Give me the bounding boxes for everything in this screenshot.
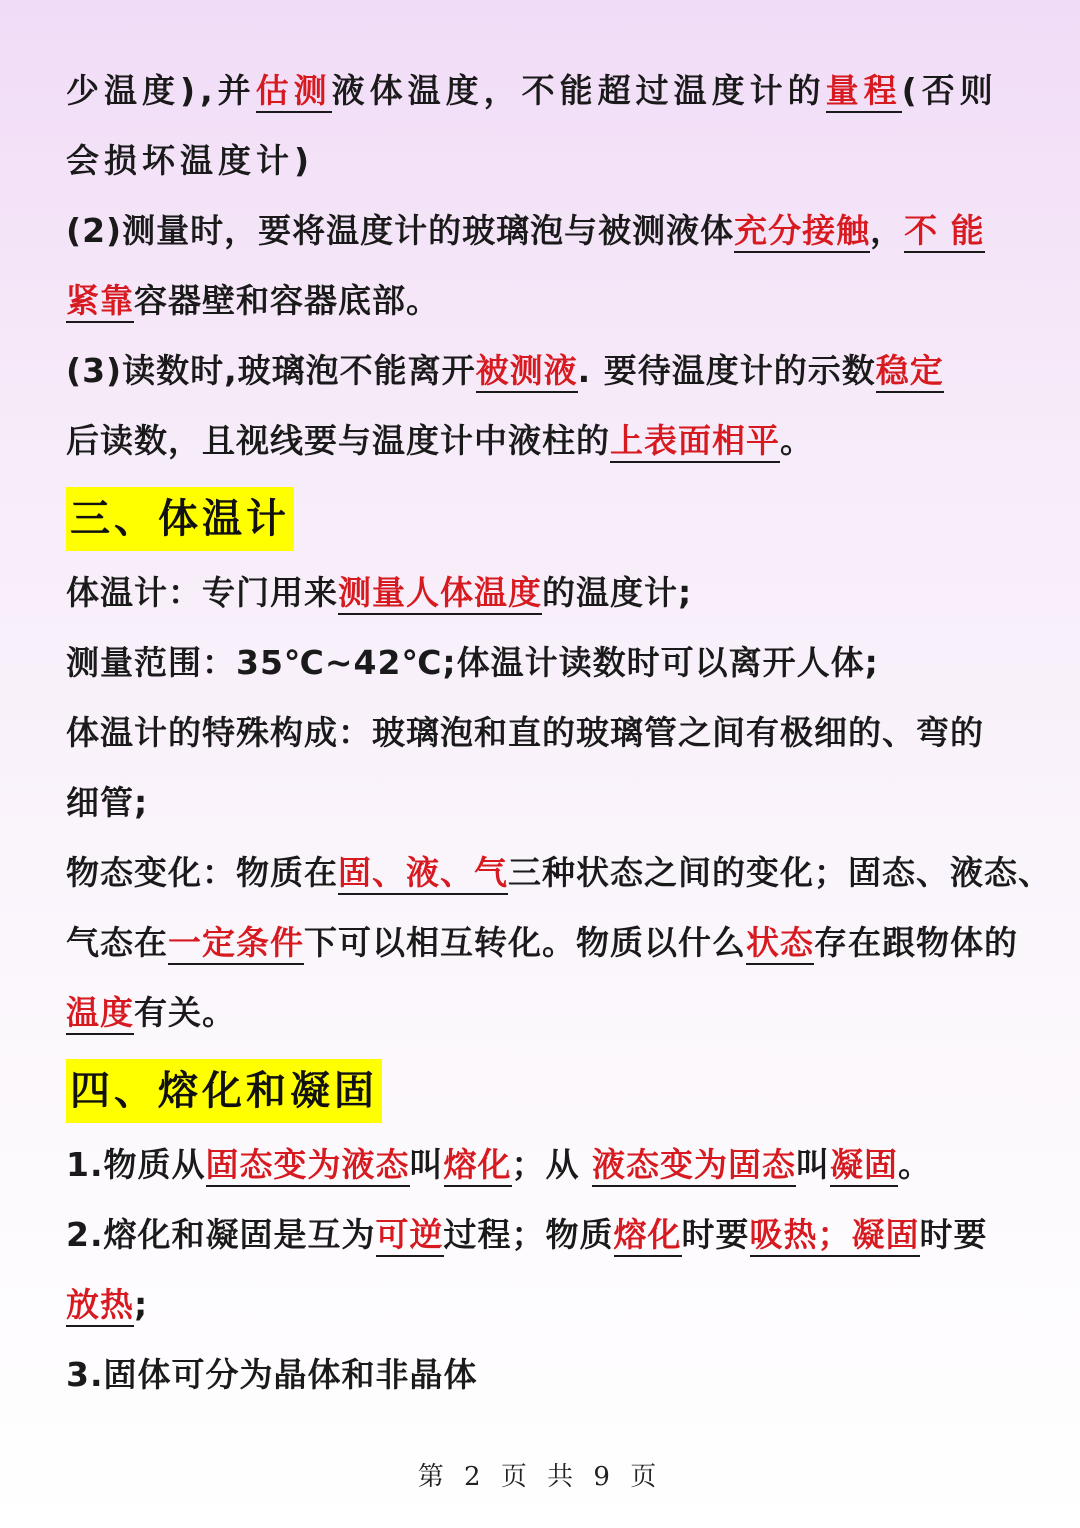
text-segment: 叫 (409, 1145, 444, 1184)
answer-blank: 吸热；凝固 (750, 1215, 920, 1257)
text-line (66, 1130, 1026, 1200)
text-segment: 时要 (681, 1215, 750, 1254)
text-segment: 时要 (919, 1215, 988, 1254)
section-heading-row (66, 480, 1026, 558)
text-segment: 。 (780, 421, 814, 460)
answer-blank: 放热 (66, 1285, 134, 1327)
text-line (66, 406, 1026, 476)
text-segment: 物态变化：物质在 (66, 853, 338, 892)
text-line (66, 1200, 1026, 1270)
text-segment: ， (870, 211, 905, 250)
text-line (66, 196, 1026, 266)
answer-blank: 不 能 (904, 211, 985, 253)
answer-blank: 稳定 (876, 351, 944, 393)
text-line (66, 768, 1026, 838)
answer-blank: 上表面相平 (610, 421, 780, 463)
text-segment: 三种状态之间的变化；固态、液态、 (508, 853, 1052, 892)
text-line (66, 56, 1026, 126)
text-line (66, 908, 1026, 978)
answer-blank: 可逆 (376, 1215, 444, 1257)
text-segment: ；从 (511, 1145, 592, 1184)
text-segment: (否则 (901, 71, 998, 110)
answer-blank: 被测液 (476, 351, 578, 393)
text-segment: 下可以相互转化。物质以什么 (304, 923, 746, 962)
text-segment: (3)读数时,玻璃泡不能离开 (66, 351, 476, 390)
section-heading-melting: 四、熔化和凝固 (66, 1059, 382, 1123)
text-line (66, 838, 1052, 908)
text-line (66, 126, 1026, 196)
text-line (66, 266, 1026, 336)
text-line (66, 336, 1026, 406)
text-segment: 会损坏温度计) (66, 141, 315, 180)
text-segment: 有关。 (134, 993, 236, 1032)
text-line (66, 1270, 1026, 1340)
section-heading-row (66, 1052, 1026, 1130)
text-segment: ; (134, 1285, 149, 1324)
answer-blank: 熔化 (444, 1145, 512, 1187)
text-segment: 存在跟物体的 (814, 923, 1018, 962)
answer-blank: 熔化 (614, 1215, 682, 1257)
text-line (66, 1340, 1026, 1410)
answer-blank: 紧靠 (66, 281, 134, 323)
text-line (66, 698, 1026, 768)
text-segment: 的温度计; (542, 573, 693, 612)
text-segment: 3.固体可分为晶体和非晶体 (66, 1355, 478, 1394)
answer-blank: 估测 (256, 71, 332, 113)
text-segment: 过程；物质 (443, 1215, 614, 1254)
text-segment: 少温度),并 (66, 71, 256, 110)
answer-blank: 测量人体温度 (338, 573, 542, 615)
answer-blank: 固态变为液态 (206, 1145, 410, 1187)
text-segment: 测量范围：35℃~42℃;体温计读数时可以离开人体; (66, 643, 879, 682)
document-page (66, 56, 1052, 1410)
answer-blank: 固、液、气 (338, 853, 508, 895)
text-segment: 气态在 (66, 923, 168, 962)
text-line (66, 978, 1026, 1048)
text-segment: 后读数，且视线要与温度计中液柱的 (66, 421, 610, 460)
answer-blank: 凝固 (830, 1145, 898, 1187)
text-segment: 液体温度，不能超过温度计的 (331, 71, 826, 110)
text-segment: 2.熔化和凝固是互为 (66, 1215, 376, 1254)
text-segment: . 要待温度计的示数 (577, 351, 876, 390)
page-number-footer: 第 2 页 共 9 页 (417, 1462, 663, 1492)
text-line (66, 558, 1026, 628)
text-segment: 1.物质从 (66, 1145, 206, 1184)
answer-blank: 状态 (746, 923, 814, 965)
answer-blank: 温度 (66, 993, 134, 1035)
answer-blank: 一定条件 (168, 923, 304, 965)
text-segment: 体温计的特殊构成：玻璃泡和直的玻璃管之间有极细的、弯的 (66, 713, 984, 752)
text-segment: 体温计：专门用来 (66, 573, 338, 612)
text-segment: 叫 (796, 1145, 830, 1184)
text-segment: 容器壁和容器底部。 (134, 281, 440, 320)
answer-blank: 量程 (826, 71, 902, 113)
text-line (66, 628, 1026, 698)
text-segment: 细管; (66, 783, 149, 822)
answer-blank: 液态变为固态 (592, 1145, 796, 1187)
text-segment: 。 (898, 1145, 932, 1184)
text-segment: (2)测量时，要将温度计的玻璃泡与被测液体 (66, 211, 735, 250)
answer-blank: 充分接触 (734, 211, 870, 253)
section-heading-thermometer: 三、体温计 (66, 487, 294, 551)
